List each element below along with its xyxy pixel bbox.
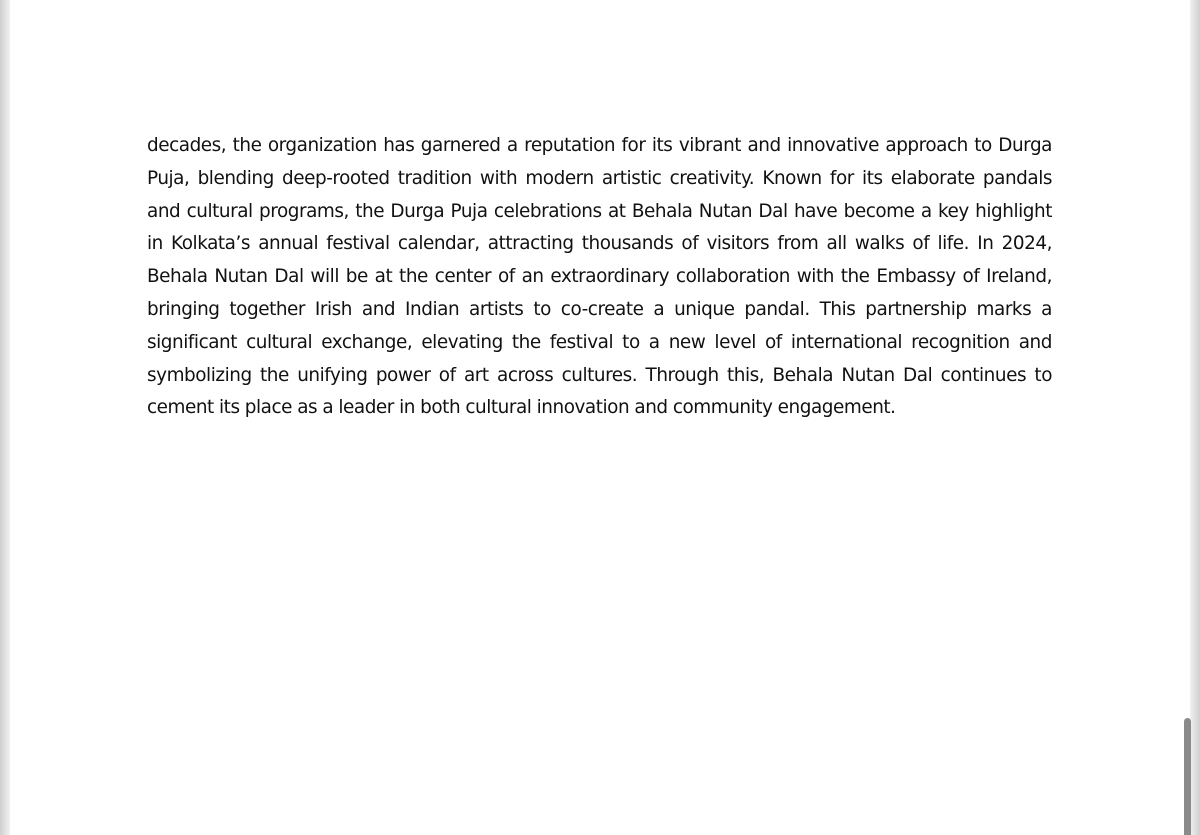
body-paragraph: decades, the organization has garnered a reputation for its vibrant and innovative approach to Durga Puja, blending deep-rooted tradition with modern artistic creativity. Known for its elaborate pandals and cultural programs, the Durga Puja celebrations at Behala Nutan Dal have become a key highlight in Kolkata’s annual festival calendar, attracting thousands of visitors from all walks of life. In 2024, Behala Nutan Dal will be at the center of an extraordinary collaboration with the Embassy of Ireland, bringing together Irish and Indian artists to co-create a unique pandal. This partnership marks a significant cultural exchange, elevating the festival to a new level of international recognition and symbolizing the unifying power of art across cultures. Through this, Behala Nutan Dal continues to cement its place as a leader in both cultural innovation and community engagement. (147, 135, 1052, 419)
vertical-scrollbar-thumb[interactable] (1184, 718, 1191, 835)
page-edge-right (1190, 0, 1200, 835)
page-edge-left (0, 0, 10, 835)
document-page (10, 0, 1190, 835)
